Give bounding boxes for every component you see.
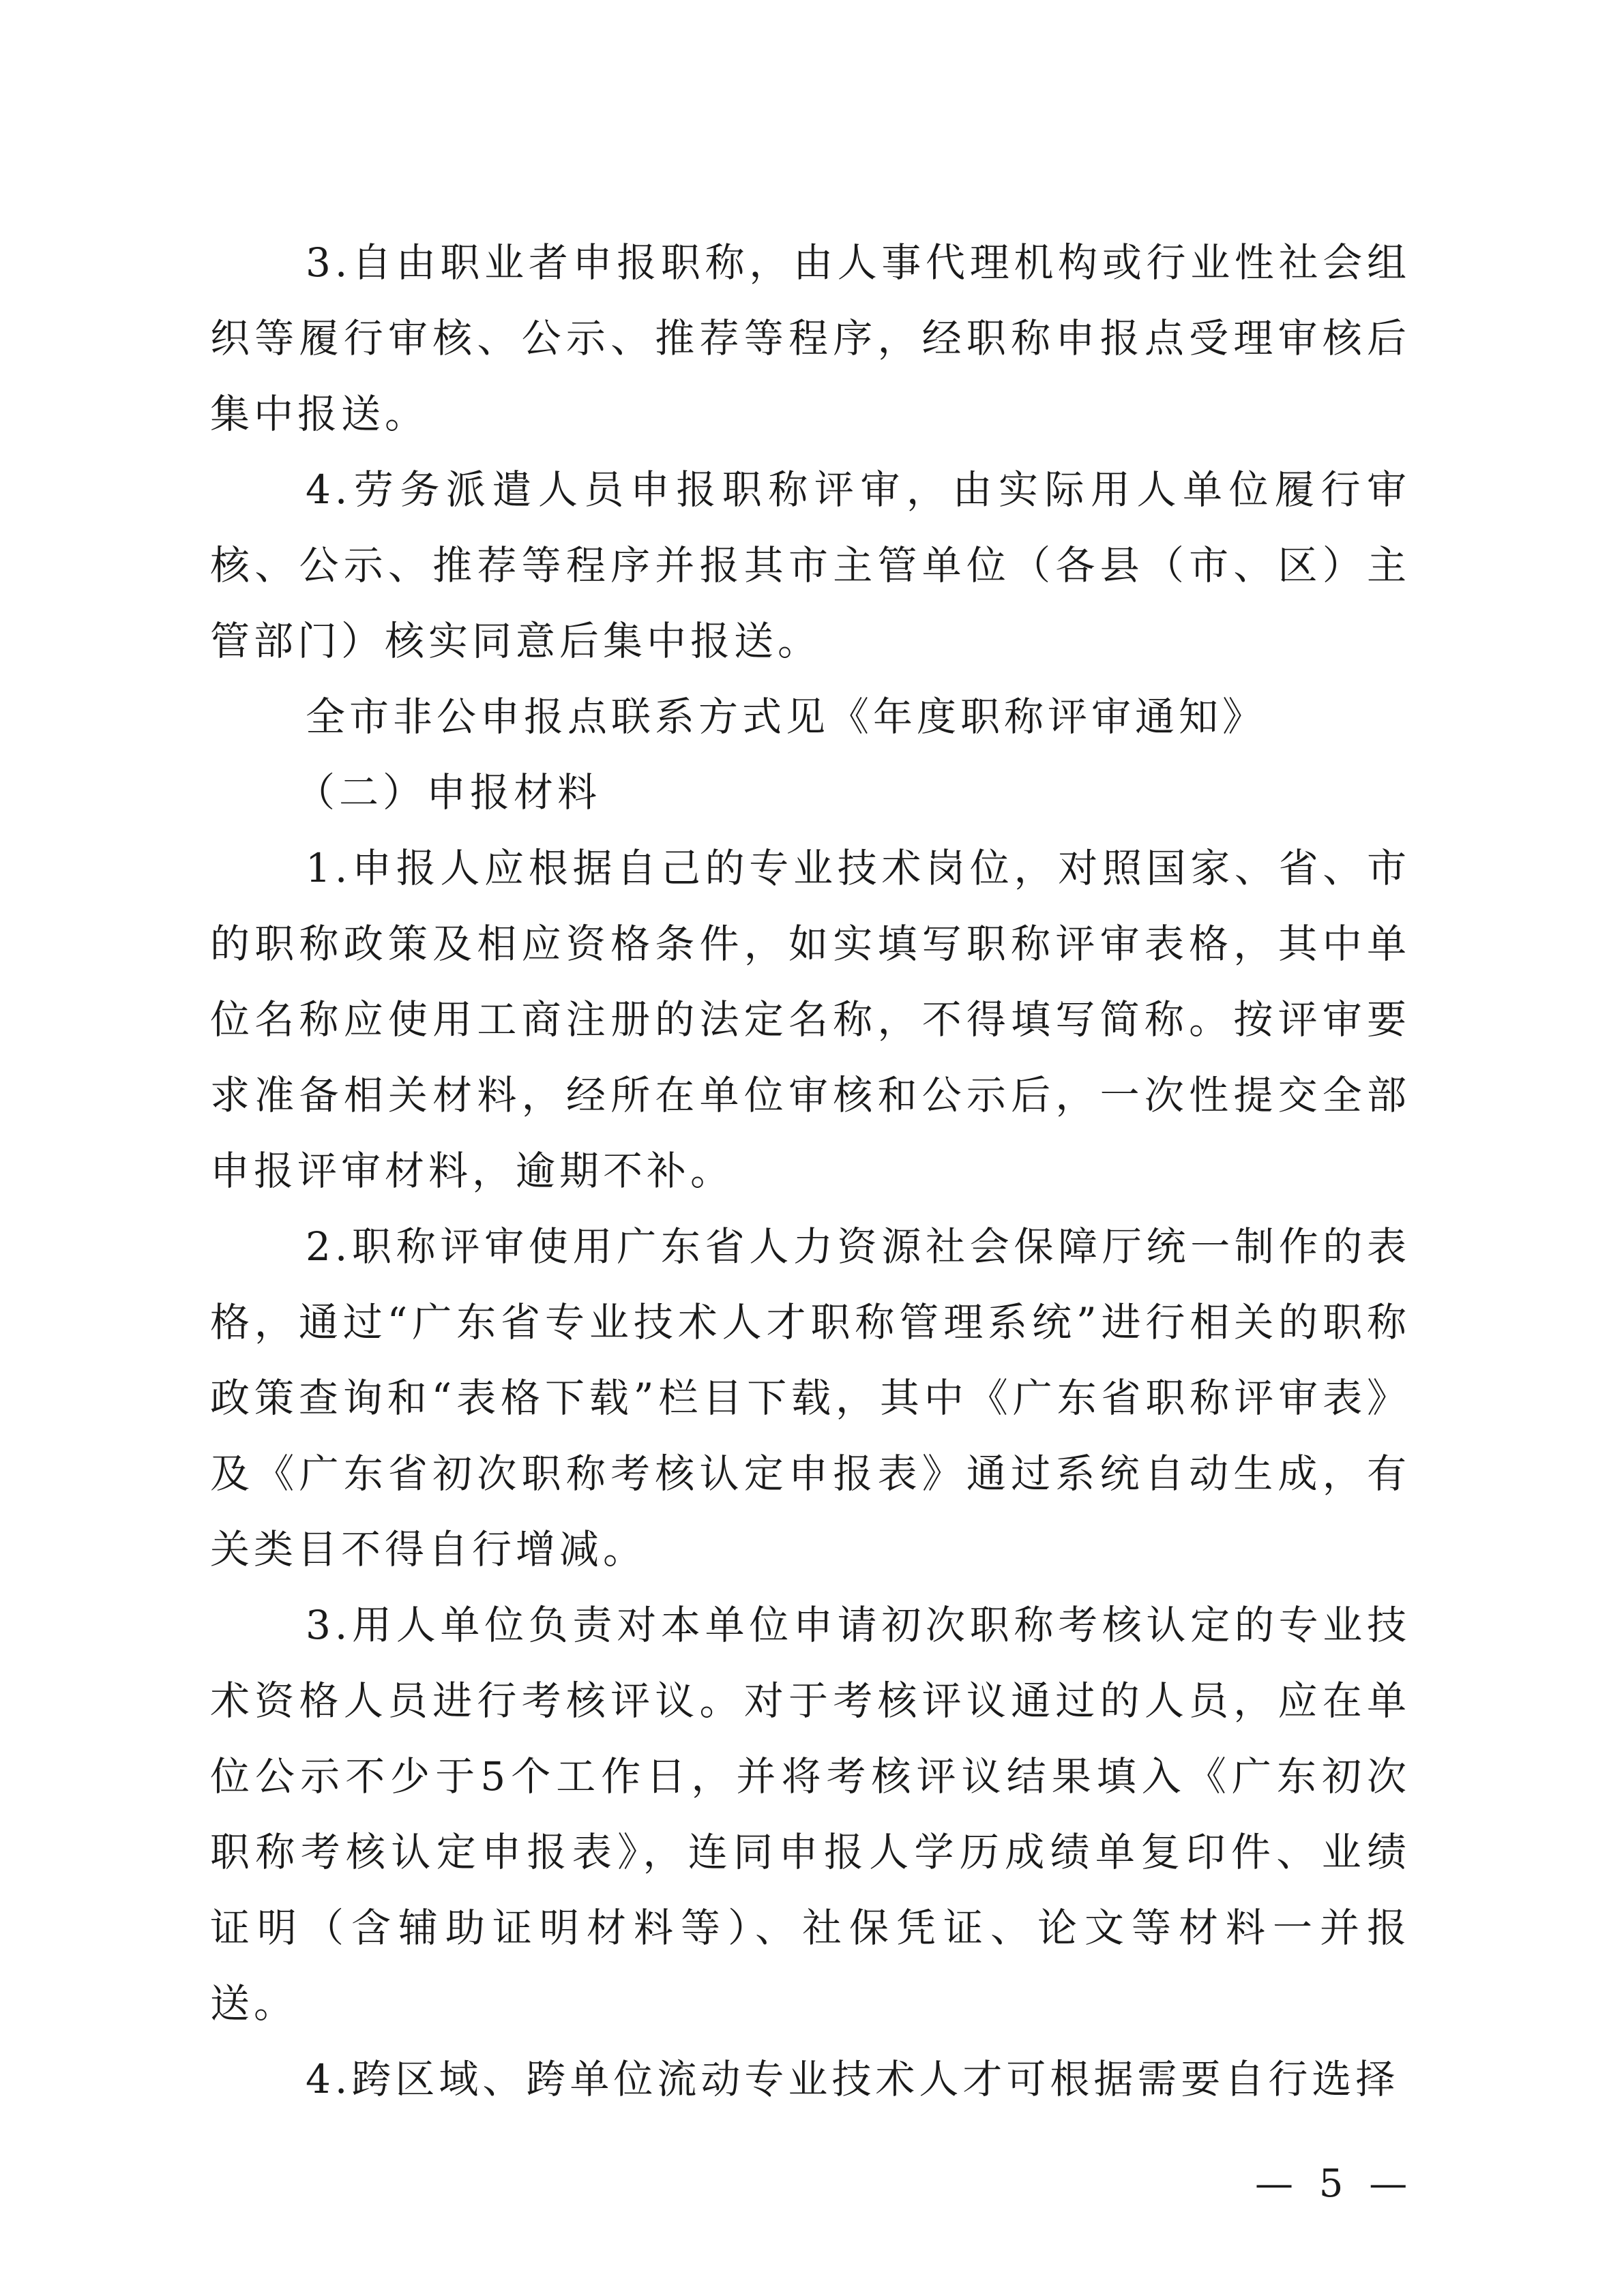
paragraph-material-1: 1.申报人应根据自己的专业技术岗位，对照国家、省、市的职称政策及相应资格条件，如实填写职称评审表格，其中单位名称应使用工商注册的法定名称，不得填写简称。按评审要求准备相关材料，经所在单位审核和公示后，一次性提交全部申报评审材料，逾期不补。 xyxy=(210,845,1411,1194)
document-body xyxy=(210,225,1411,2117)
paragraph-dispatched-workers: 4.劳务派遣人员申报职称评审，由实际用人单位履行审核、公示、推荐等程序并报其市主管单位（各县（市、区）主管部门）核实同意后集中报送。 xyxy=(210,466,1411,664)
paragraph-freelancer: 3.自由职业者申报职称，由人事代理机构或行业性社会组织等履行审核、公示、推荐等程序，经职称申报点受理审核后集中报送。 xyxy=(210,239,1411,437)
paragraph-material-2: 2.职称评审使用广东省人力资源社会保障厅统一制作的表格，通过“广东省专业技术人才职称管理系统”进行相关的职称政策查询和“表格下载”栏目下载，其中《广东省职称评审表》及《广东省初次职称考核认定申报表》通过系统自动生成，有关类目不得自行增减。 xyxy=(210,1223,1411,1572)
paragraph-material-3: 3.用人单位负责对本单位申请初次职称考核认定的专业技术资格人员进行考核评议。对于考核评议通过的人员，应在单位公示不少于5个工作日，并将考核评议结果填入《广东初次职称考核认定申报表》，连同申报人学历成绩单复印件、业绩证明（含辅助证明材料等）、社保凭证、论文等材料一并报送。 xyxy=(210,1602,1411,2027)
page-number: — 5 — xyxy=(1255,2162,1415,2206)
section-heading-materials: （二）申报材料 xyxy=(295,769,602,816)
paragraph-material-4: 4.跨区域、跨单位流动专业技术人才可根据需要自行选择 xyxy=(306,2056,1400,2102)
paragraph-contact-info: 全市非公申报点联系方式见《年度职称评审通知》 xyxy=(306,694,1267,740)
